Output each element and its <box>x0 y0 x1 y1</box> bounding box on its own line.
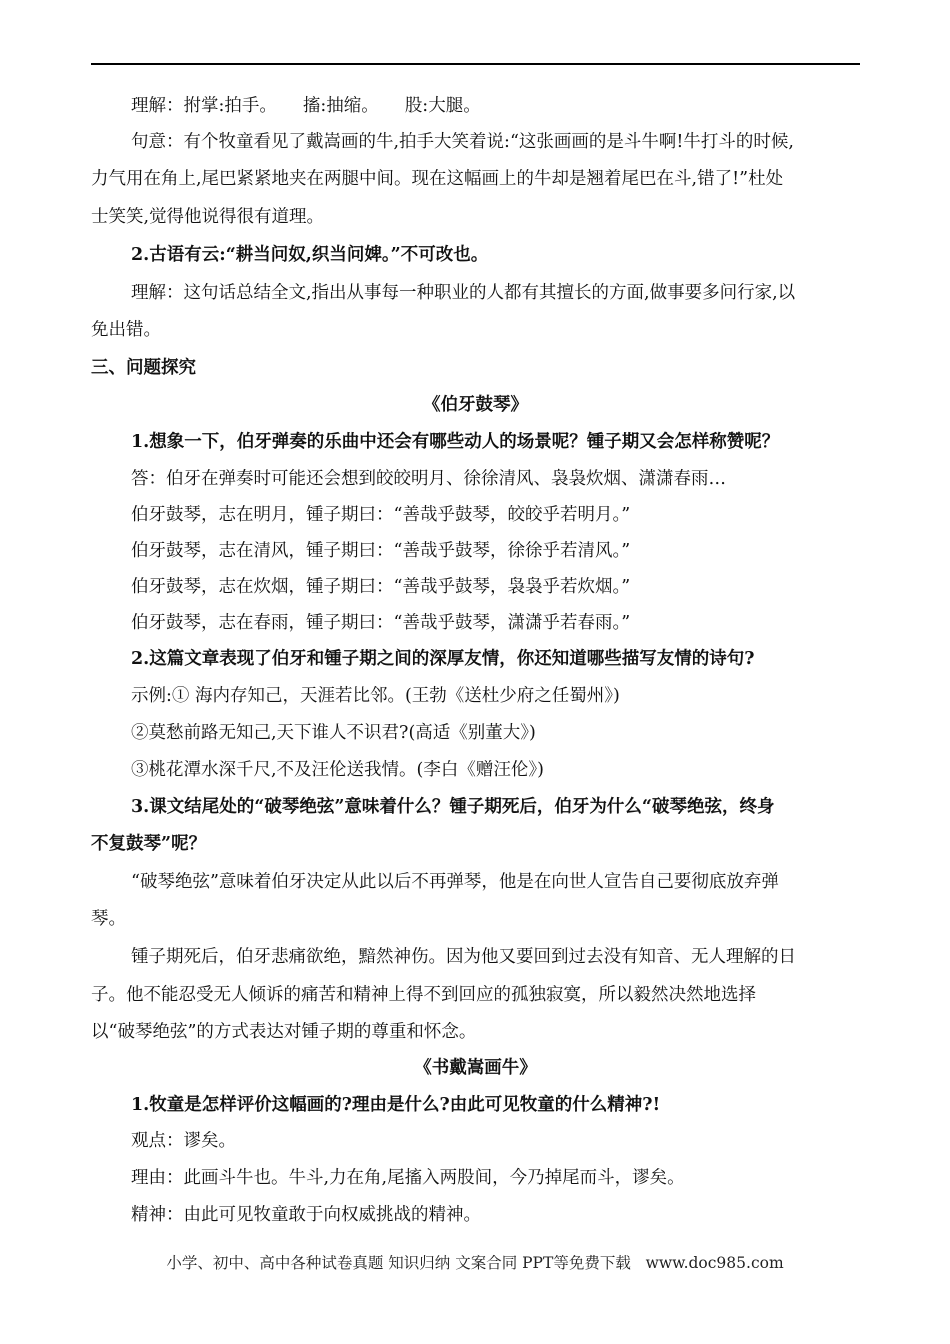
boya-title: 《伯牙鼓琴》 <box>423 395 528 415</box>
footer-url[interactable]: www.doc985.com <box>645 1254 784 1272</box>
quote-explanation-line: 免出错。 <box>91 320 161 340</box>
poem-example: ③桃花潭水深千尺,不及汪伦送我情。(李白《赠汪伦》) <box>131 760 544 780</box>
vocab-item: 拊掌:拍手。 <box>183 96 277 116</box>
daisong-reason: 理由：此画斗牛也。牛斗,力在角,尾搐入两股间，今乃掉尾而斗，谬矣。 <box>131 1168 685 1188</box>
quote-heading: 2.古语有云:“耕当问奴,织当问婢。”不可改也。 <box>131 245 489 265</box>
sentence-meaning-line: 句意：有个牧童看见了戴嵩画的牛,拍手大笑着说:“这张画画的是斗牛啊!牛打斗的时候, <box>131 132 794 152</box>
boya-answer-line: 伯牙鼓琴，志在清风，锺子期曰：“善哉乎鼓琴，徐徐乎若清风。” <box>131 541 631 561</box>
boya-answer-3: “破琴绝弦”意味着伯牙决定从此以后不再弹琴，他是在向世人宣告自己要彻底放弃弹 <box>131 872 779 892</box>
boya-answer-line: 伯牙鼓琴，志在明月，锺子期曰：“善哉乎鼓琴，皎皎乎若明月。” <box>131 505 631 525</box>
sentence-meaning-line: 士笑笑,觉得他说得很有道理。 <box>91 207 325 227</box>
section-heading: 三、问题探究 <box>91 358 196 378</box>
vocab-explanation <box>131 94 860 118</box>
boya-question-1: 1.想象一下，伯牙弹奏的乐曲中还会有哪些动人的场景呢？锺子期又会怎样称赞呢？ <box>131 432 780 452</box>
header-rule <box>91 63 860 65</box>
boya-question-2: 2.这篇文章表现了伯牙和锺子期之间的深厚友情，你还知道哪些描写友情的诗句? <box>131 649 755 669</box>
boya-answer-line: 伯牙鼓琴，志在春雨，锺子期曰：“善哉乎鼓琴，潇潇乎若春雨。” <box>131 613 631 633</box>
daisong-viewpoint: 观点：谬矣。 <box>131 1131 236 1151</box>
poem-example: 示例:① 海内存知己，天涯若比邻。(王勃《送杜少府之任蜀州》) <box>131 686 620 706</box>
boya-question-3: 3.课文结尾处的“破琴绝弦”意味着什么？锺子期死后，伯牙为什么“破琴绝弦，终身 <box>131 797 775 817</box>
sentence-meaning-line: 力气用在角上,尾巴紧紧地夹在两腿中间。现在这幅画上的牛却是翘着尾巴在斗,错了!”杜处 <box>91 169 784 189</box>
vocab-item: 股:大腿。 <box>404 96 481 116</box>
boya-answer-line: 伯牙鼓琴，志在炊烟，锺子期曰：“善哉乎鼓琴，袅袅乎若炊烟。” <box>131 577 631 597</box>
vocab-label: 理解： <box>131 96 184 116</box>
daisong-spirit: 精神：由此可见牧童敢于向权威挑战的精神。 <box>131 1205 481 1225</box>
boya-answer-3: 以“破琴绝弦”的方式表达对锺子期的尊重和怀念。 <box>91 1022 477 1042</box>
boya-question-3: 不复鼓琴”呢？ <box>91 834 207 854</box>
poem-example: ②莫愁前路无知己,天下谁人不识君?(高适《别董大》) <box>131 723 536 743</box>
boya-answer-1: 答：伯牙在弹奏时可能还会想到皎皎明月、徐徐清风、袅袅炊烟、潇潇春雨… <box>131 469 726 489</box>
boya-answer-3: 子。他不能忍受无人倾诉的痛苦和精神上得不到回应的孤独寂寞，所以毅然决然地选择 <box>91 985 756 1005</box>
quote-explanation-line: 理解：这句话总结全文,指出从事每一种职业的人都有其擅长的方面,做事要多问行家,以 <box>131 283 796 303</box>
daisong-question-1: 1.牧童是怎样评价这幅画的?理由是什么?由此可见牧童的什么精神?! <box>131 1095 661 1115</box>
boya-answer-3: 琴。 <box>91 909 126 929</box>
vocab-item: 搐:抽缩。 <box>302 96 379 116</box>
footer-text: 小学、初中、高中各种试卷真题 知识归纳 文案合同 PPT等免费下载 <box>166 1254 631 1272</box>
boya-answer-3: 锺子期死后，伯牙悲痛欲绝，黯然神伤。因为他又要回到过去没有知音、无人理解的日 <box>131 947 796 967</box>
page-footer <box>0 1252 950 1274</box>
daisong-title: 《书戴嵩画牛》 <box>414 1058 537 1078</box>
